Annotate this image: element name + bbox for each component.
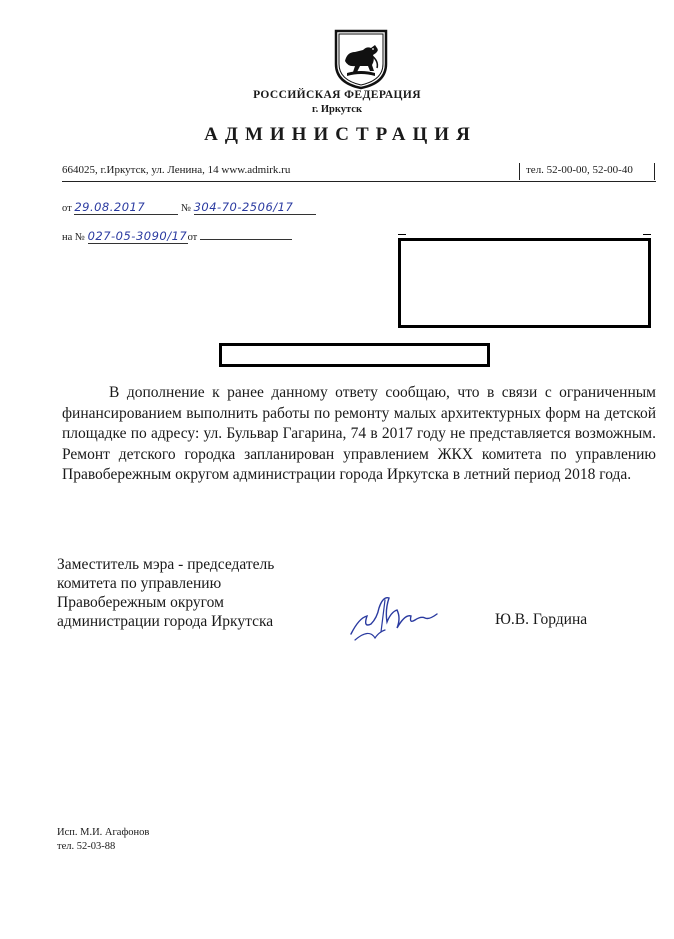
outgoing-number: 304-70-2506/17 — [194, 200, 316, 215]
executor-name: Исп. М.И. Агафонов — [57, 827, 150, 838]
reply-to-label: на № — [62, 232, 85, 243]
outgoing-registration — [62, 200, 316, 215]
number-label: № — [180, 203, 191, 214]
organization-title: АДМИНИСТРАЦИЯ — [204, 124, 477, 145]
executor-phone: тел. 52-03-88 — [57, 841, 116, 852]
signatory-title-line: Правобережным округом — [57, 594, 224, 611]
from-label: от — [62, 203, 72, 214]
organization-address: 664025, г.Иркутск, ул. Ленина, 14 www.admirk.ru — [62, 164, 291, 176]
redacted-recipient-address — [398, 238, 651, 328]
incoming-number: 027-05-3090/17 — [87, 229, 188, 243]
redacted-recipient-salutation — [219, 343, 490, 367]
header-rule — [62, 181, 656, 182]
signatory-name: Ю.В. Гордина — [495, 611, 588, 628]
country-name: РОССИЙСКАЯ ФЕДЕРАЦИЯ — [253, 89, 421, 101]
header-divider-tick — [519, 163, 520, 180]
header-divider-tick — [654, 163, 655, 180]
letter-body — [62, 383, 656, 486]
handwritten-signature — [345, 588, 445, 646]
signatory-title-line: администрации города Иркутска — [57, 613, 274, 630]
recipient-block-corner — [643, 234, 651, 235]
city-name: г. Иркутск — [312, 104, 362, 115]
outgoing-date: 29.08.2017 — [74, 200, 178, 215]
organization-phones: тел. 52-00-00, 52-00-40 — [526, 164, 633, 176]
signatory-title-line: комитета по управлению — [57, 575, 222, 592]
recipient-block-corner — [398, 234, 406, 235]
incoming-registration — [62, 227, 292, 244]
irkutsk-coat-of-arms-icon — [333, 28, 389, 90]
reply-date-field — [200, 227, 292, 240]
signatory-title-line: Заместитель мэра - председатель — [57, 556, 275, 573]
letter-paragraph: В дополнение к ранее данному ответу сообщаю, что в связи с ограниченным финансированием выполнить работы по ремонту малых архитектурных форм на детской площадке по адресу: ул. Бульвар Гагарина, 74 в 2017 году не представляется возможным. Ремонт детского городка запланирован управлением ЖКХ комитета по управлению Правобережным округом администрации города Иркутска в летний период 2018 года. — [62, 384, 656, 483]
reply-date-label: от — [187, 232, 198, 243]
signatory-title — [57, 555, 317, 631]
